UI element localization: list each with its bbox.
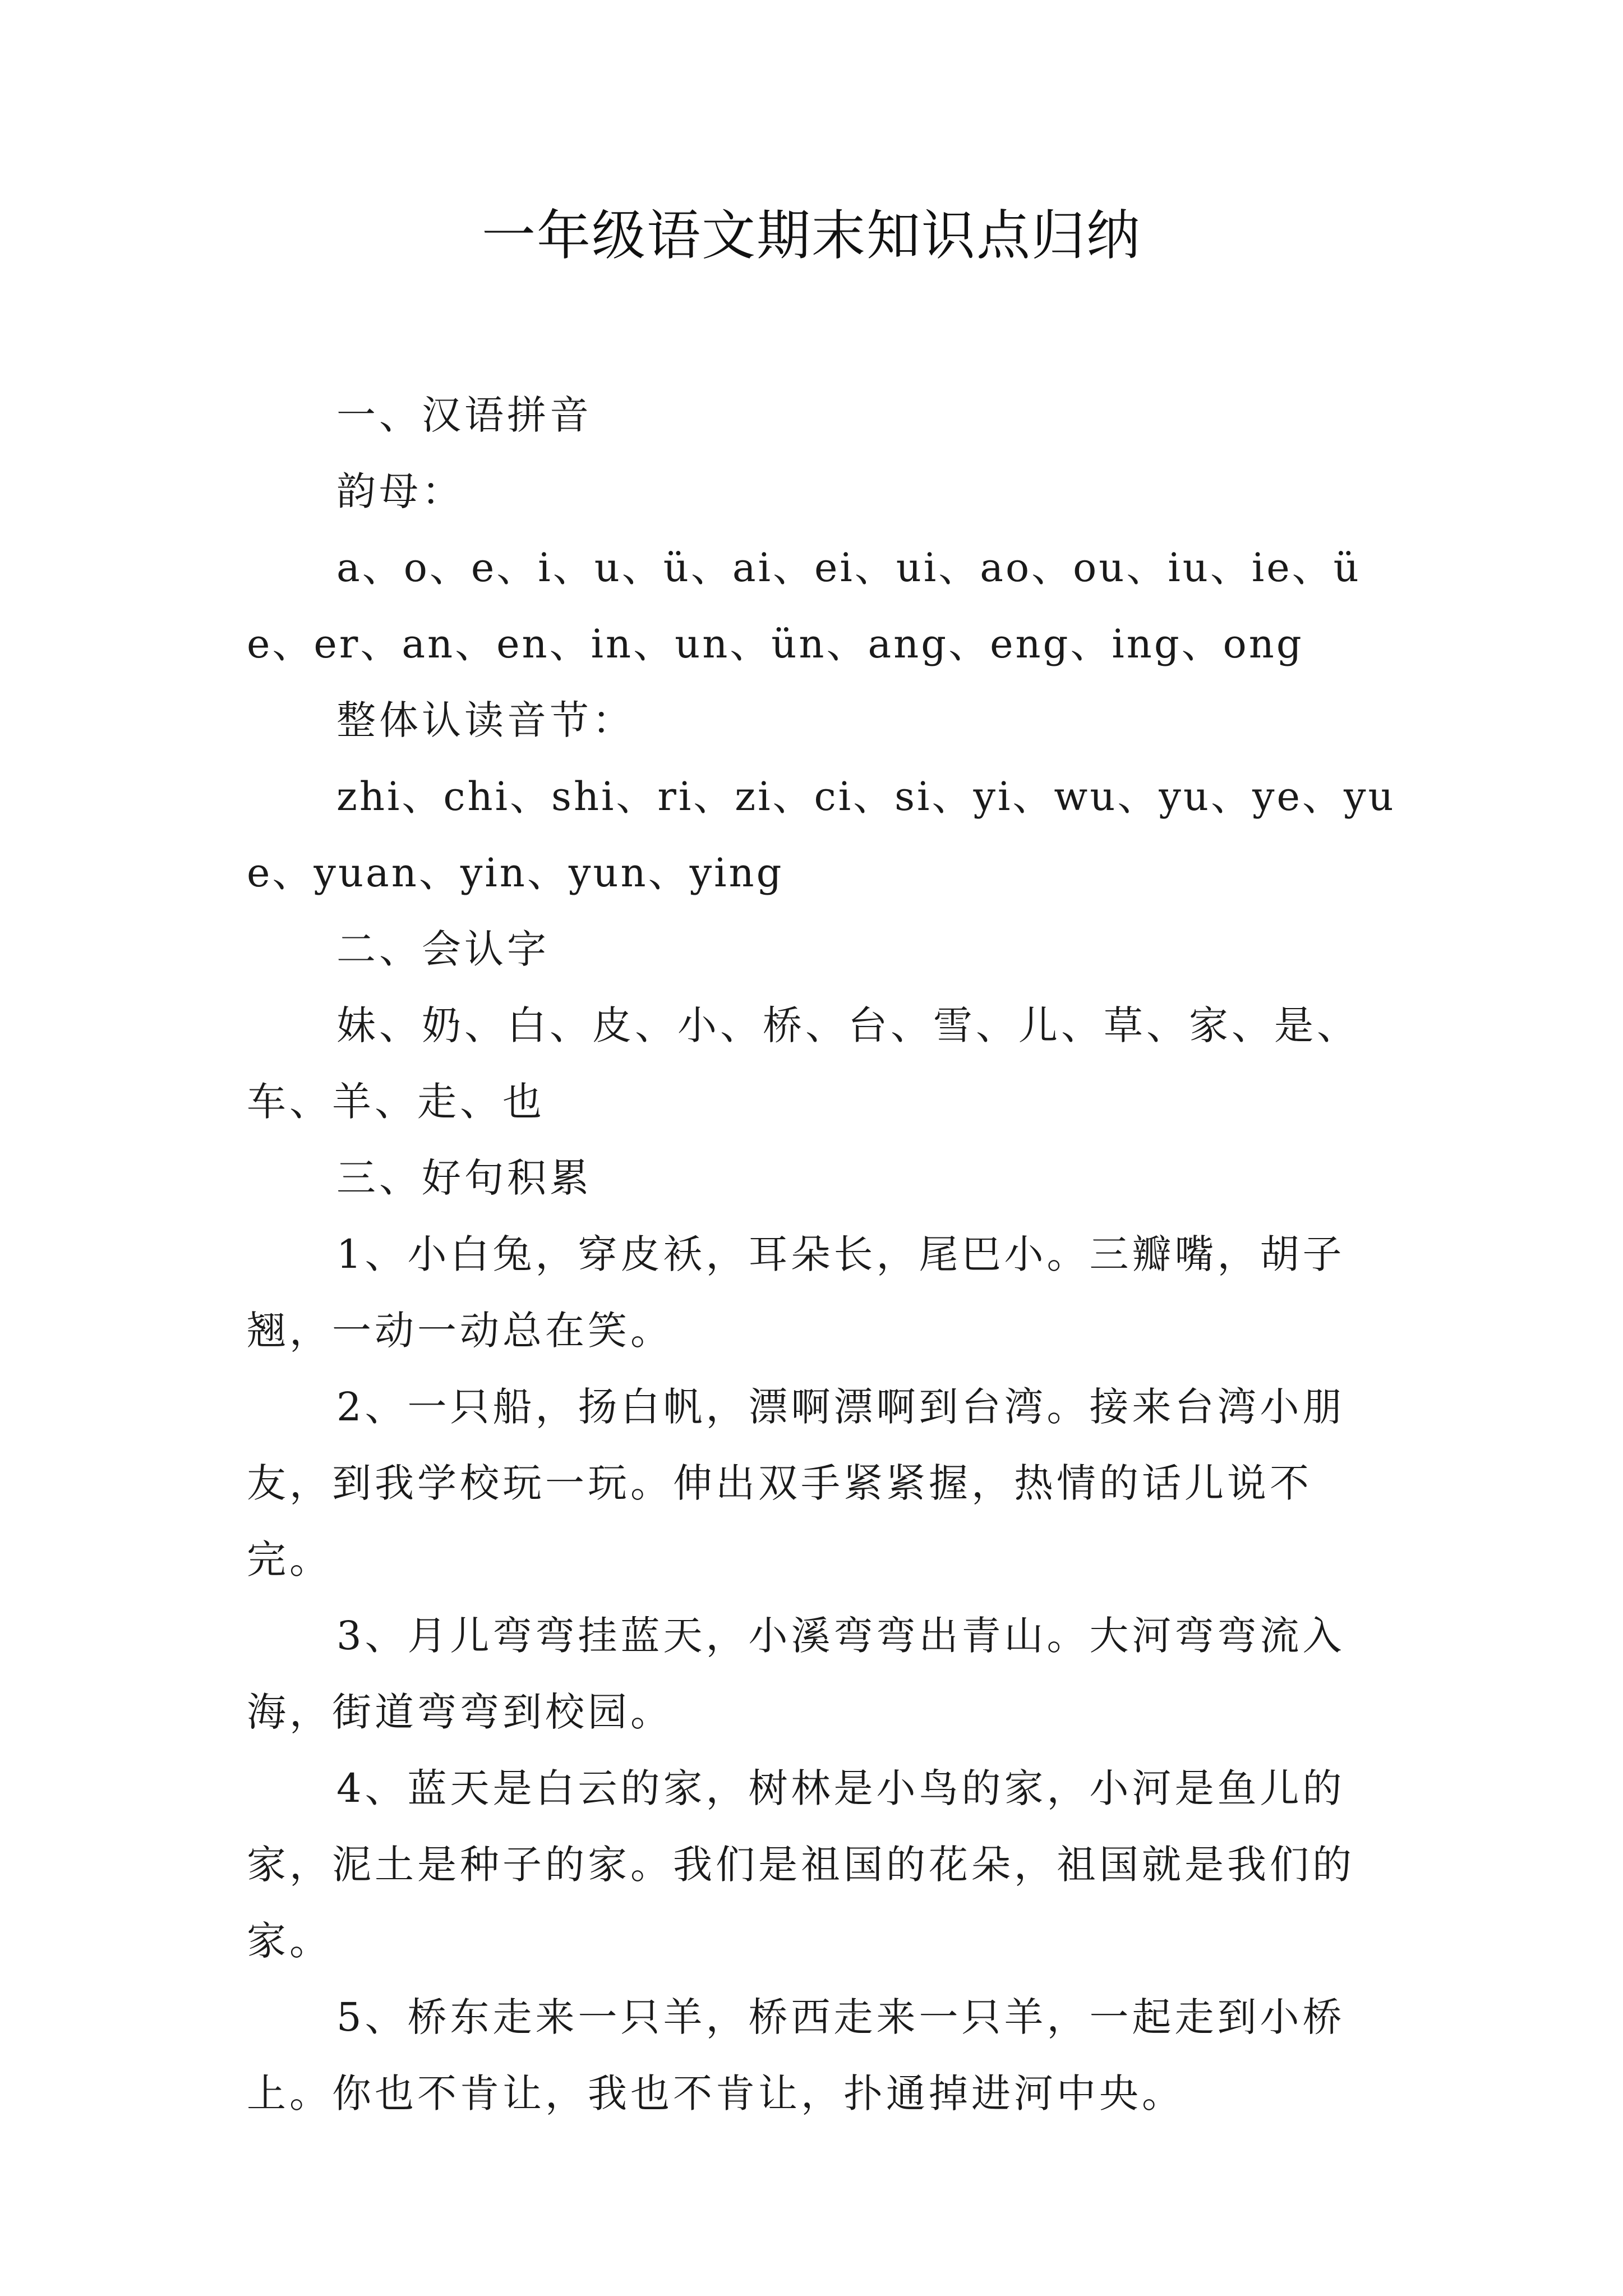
document-title: 一年级语文期末知识点归纳 bbox=[482, 204, 1141, 267]
finals-list: a、o、e、i、u、ü、ai、ei、ui、ao、ou、iu、ie、üe、er、an、en、in、un、ün、ang、eng、ing、ong bbox=[247, 545, 1361, 667]
subheading-whole-syllables: 整体认读音节： bbox=[336, 697, 635, 743]
document-body bbox=[247, 377, 1396, 2132]
section-heading-sentences: 三、好句积累 bbox=[336, 1155, 592, 1201]
whole-syllables-list: zhi、chi、shi、ri、zi、ci、si、yi、wu、yu、ye、yue、yuan、yin、yun、ying bbox=[247, 774, 1396, 896]
subheading-finals: 韵母： bbox=[336, 468, 464, 514]
sentence-item: 4、蓝天是白云的家，树林是小鸟的家，小河是鱼儿的家，泥土是种子的家。我们是祖国的花朵，祖国就是我们的家。 bbox=[247, 1765, 1355, 1964]
sentence-item: 2、一只船，扬白帆，漂啊漂啊到台湾。接来台湾小朋友，到我学校玩一玩。伸出双手紧紧握，热情的话儿说不完。 bbox=[247, 1384, 1345, 1582]
section-heading-pinyin: 一、汉语拼音 bbox=[336, 392, 592, 438]
sentence-item: 3、月儿弯弯挂蓝天，小溪弯弯出青山。大河弯弯流入海，街道弯弯到校园。 bbox=[247, 1613, 1345, 1735]
section-heading-characters: 二、会认字 bbox=[336, 926, 550, 972]
sentence-item: 5、桥东走来一只羊，桥西走来一只羊，一起走到小桥上。你也不肯让，我也不肯让，扑通掉进河中央。 bbox=[247, 1994, 1345, 2116]
sentence-item: 1、小白兔，穿皮袄，耳朵长，尾巴小。三瓣嘴，胡子翘，一动一动总在笑。 bbox=[247, 1231, 1345, 1354]
characters-list: 妹、奶、白、皮、小、桥、台、雪、儿、草、家、是、车、羊、走、也 bbox=[247, 1002, 1359, 1125]
